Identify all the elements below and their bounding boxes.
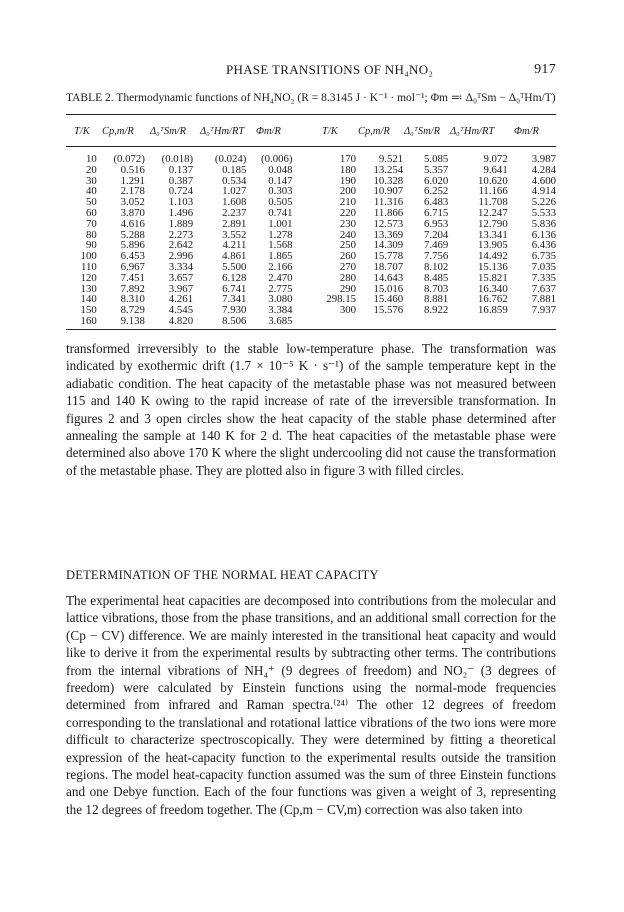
table-cell: 250 (339, 239, 357, 252)
table-cell: 5.357 (423, 163, 449, 176)
table-cell: 8.506 (222, 315, 247, 328)
header-s-right: Δ₀ᵀSm/R (404, 126, 441, 137)
table-cell: 8.922 (423, 304, 449, 317)
table-cell: 0.741 (268, 207, 293, 220)
table-cell: 6.136 (531, 228, 556, 241)
table-cell: 4.261 (168, 293, 194, 306)
table-cell: 1.291 (120, 174, 145, 187)
table-cell: 16.340 (478, 282, 508, 295)
table-cell: 13.254 (373, 163, 404, 176)
table-cell: 8.485 (423, 271, 449, 284)
table-cell: 1.568 (268, 239, 293, 252)
table-cell: 60 (85, 207, 97, 220)
table-cell: 2.996 (168, 250, 194, 263)
table-cell: 6.735 (531, 250, 556, 263)
table-cell: 9.138 (120, 315, 145, 328)
table-cell: 3.987 (531, 153, 556, 166)
table-cell: 6.953 (423, 217, 449, 230)
table-cell: 0.303 (268, 185, 293, 198)
table-cell: 7.930 (222, 304, 247, 317)
table-cell: 230 (339, 217, 357, 230)
table-cell: 0.516 (120, 163, 145, 176)
table-cell: 20 (85, 163, 97, 176)
table-cell: 5.896 (120, 239, 145, 252)
table-cell: 14.492 (478, 250, 508, 263)
table-cell: 280 (339, 271, 357, 284)
table-cell: 3.052 (120, 196, 145, 209)
table-row (66, 273, 556, 284)
table-cell: 260 (339, 250, 357, 263)
paragraph-1: transformed irreversibly to the stable low-temperature phase. The transformation was indicated by exothermic drift (1.7 × 10⁻⁵ K · s⁻¹) of the sample temperature kept in the adiabatic condition. The heat capacity of the metastable phase was not measured between 115 and 140 K owing to the rapid increase of rate of the irreversible transformation. In figures 2 and 3 open circles show the heat capacity of the stable phase determined after annealing the sample at 140 K for 2 d. The heat capacities of the metastable phase were determined also above 170 K where the slight undercooling did not cause the transformation of the metastable phase. They are plotted also in figure 3 with filled circles. (66, 341, 556, 478)
table-cell: 4.861 (222, 250, 247, 263)
table-cell: 1.001 (268, 217, 293, 230)
table-cell (508, 316, 556, 327)
table-cell: 2.273 (168, 228, 194, 241)
table-cell: 5.500 (222, 261, 247, 274)
table-cell: 30 (85, 174, 97, 187)
table-cell: 90 (85, 239, 97, 252)
table-cell: 3.685 (268, 315, 293, 328)
table-cell: 6.020 (423, 174, 449, 187)
table-cell: 0.147 (268, 174, 293, 187)
table-cell: 3.334 (168, 261, 194, 274)
table-cell: 6.483 (423, 196, 449, 209)
running-head-title: PHASE TRANSITIONS OF NH₄NO₂ (226, 62, 434, 77)
table-cell: 1.278 (268, 228, 293, 241)
table-cell: 6.436 (531, 239, 556, 252)
column-gap (293, 219, 320, 230)
table-cell: 10.328 (373, 174, 404, 187)
table-cell: 15.576 (373, 304, 404, 317)
table-cell: 0.387 (168, 174, 194, 187)
table-cell: 190 (339, 174, 357, 187)
table-cell: 4.284 (531, 163, 556, 176)
table-cell: 8.310 (120, 293, 145, 306)
table-cell: 0.185 (222, 163, 247, 176)
table-cell: 0.137 (168, 163, 194, 176)
table-header-rule (66, 146, 556, 147)
table-cell: 10.620 (478, 174, 508, 187)
table-cell: (0.024) (214, 153, 247, 166)
table-cell: 4.616 (120, 217, 145, 230)
table-cell: 5.226 (531, 196, 556, 209)
table-cell: 7.204 (423, 228, 449, 241)
table-cell: 2.237 (222, 207, 247, 220)
table-cell: 240 (339, 228, 357, 241)
table-cell: 3.657 (168, 271, 194, 284)
table-cell: 70 (85, 217, 97, 230)
header-s-left: Δ₀ᵀSm/R (150, 126, 187, 137)
table-cell: 11.708 (478, 196, 508, 209)
table-cell: 200 (339, 185, 357, 198)
table-cell: 220 (339, 207, 357, 220)
column-gap (293, 262, 320, 273)
table-cell: 3.080 (268, 293, 293, 306)
table-cell: 11.866 (373, 207, 404, 220)
column-gap (293, 316, 320, 327)
table-cell: 9.072 (483, 153, 508, 166)
header-h-right: Δ₀ᵀHm/RT (450, 126, 495, 137)
table-cell: 80 (85, 228, 97, 241)
table-cell: 2.775 (268, 282, 293, 295)
table-cell: 14.309 (373, 239, 404, 252)
table-cell: 4.914 (531, 185, 556, 198)
table-cell: 120 (80, 271, 97, 284)
table-cell: 210 (339, 196, 357, 209)
table-cell: 140 (80, 293, 97, 306)
table-cell: 5.533 (531, 207, 556, 220)
column-gap (293, 197, 320, 208)
table-cell: 160 (80, 315, 97, 328)
table-cell: 9.641 (483, 163, 508, 176)
column-gap (293, 284, 320, 295)
table-cell: 3.552 (222, 228, 247, 241)
table-cell: 2.891 (222, 217, 247, 230)
paragraph-2: The experimental heat capacities are decomposed into contributions from the molecular and lattice vibrations, those from the phase transitions, and an additional small correction for the (Cp − CV) difference. We are mainly interested in the transitional heat capacity and would like to derive it from the experimental results by subtracting other terms. The contributions from the internal vibrations of NH₄⁺ (9 degrees of freedom) and NO₂⁻ (3 degrees of freedom) were calculated by Einstein functions using the normal-mode frequencies determined from infrared and Raman spectra.⁽²⁴⁾ The other 12 degrees of freedom corresponding to the translational and rotational lattice vibrations of the two ions were more difficult to characterize spectroscopically. They were determined by fitting a theoretical expression of the heat-capacity function to the experimental results outside the transition regions. The model heat-capacity function assumed was the sum of three Einstein functions and one Debye function. Each of the four functions was given a weight of 3, representing the 12 degrees of freedom together. The (Cp,m − CV,m) correction was also taken into (66, 593, 556, 817)
table-cell: 1.889 (168, 217, 194, 230)
table-bottom-rule (66, 329, 556, 330)
table-cell: (0.006) (261, 153, 293, 166)
table-cell: 270 (339, 261, 357, 274)
column-gap (293, 154, 320, 165)
table-cell: 16.859 (478, 304, 508, 317)
table-cell: 5.085 (423, 153, 449, 166)
page-number: 917 (534, 62, 556, 77)
table-cell: 1.027 (222, 185, 247, 198)
table-cell: 3.967 (168, 282, 194, 295)
table-cell: 7.937 (531, 304, 556, 317)
table-cell: 1.865 (268, 250, 293, 263)
column-gap (293, 305, 320, 316)
table-cell: 50 (85, 196, 97, 209)
table-cell: 150 (80, 304, 97, 317)
table-cell: 0.505 (268, 196, 293, 209)
table-cell: 180 (339, 163, 357, 176)
table-row (66, 165, 556, 176)
table-cell: 1.496 (168, 207, 194, 220)
table-cell: 5.288 (120, 228, 145, 241)
table-cell: 7.637 (531, 282, 556, 295)
table-cell: 6.715 (423, 207, 449, 220)
table-cell: 8.102 (423, 261, 449, 274)
table-cell: 13.341 (478, 228, 508, 241)
table-cell: 7.035 (531, 261, 556, 274)
header-h-left: Δ₀ᵀHm/RT (200, 126, 245, 137)
table-cell: 100 (80, 250, 97, 263)
table-cell: 10.907 (373, 185, 404, 198)
table-cell: 13.905 (478, 239, 508, 252)
table-cell: (0.072) (113, 153, 145, 166)
table-cell: 15.460 (373, 293, 404, 306)
table-cell: 3.384 (268, 304, 293, 317)
table-cell: 7.341 (222, 293, 247, 306)
table-cell: 13.369 (373, 228, 404, 241)
table-cell: 290 (339, 282, 357, 295)
header-phi-right: Φm/R (514, 126, 539, 137)
table-cell: 0.048 (268, 163, 293, 176)
table-cell: 0.724 (168, 185, 194, 198)
table-cell: 6.967 (120, 261, 145, 274)
column-gap (293, 230, 320, 241)
table-cell: 2.178 (120, 185, 145, 198)
table-cell: 15.016 (373, 282, 404, 295)
table-cell: 6.128 (222, 271, 247, 284)
table-cell: 170 (339, 153, 357, 166)
column-gap (293, 176, 320, 187)
table-cell: 14.643 (373, 271, 404, 284)
table-cell: 10 (85, 153, 97, 166)
table-cell: 2.166 (268, 261, 293, 274)
table-cell: 2.642 (168, 239, 194, 252)
running-head (66, 62, 556, 78)
column-gap (293, 208, 320, 219)
table-cell: (0.018) (161, 153, 194, 166)
table-cell: 40 (85, 185, 97, 198)
thermo-table (66, 154, 556, 327)
table-cell: 9.521 (378, 153, 404, 166)
column-gap (293, 240, 320, 251)
table-cell: 18.707 (373, 261, 404, 274)
table-cell: 130 (80, 282, 97, 295)
table-cell: 11.166 (478, 185, 508, 198)
table-cell: 1.608 (222, 196, 247, 209)
column-gap (293, 165, 320, 176)
table-cell: 12.573 (373, 217, 404, 230)
table-cell: 15.821 (478, 271, 508, 284)
table-cell: 300 (339, 304, 357, 317)
table-cell: 12.790 (478, 217, 508, 230)
table-cell: 6.741 (222, 282, 247, 295)
header-cp-right: Cp,m/R (358, 126, 390, 137)
table-cell: 15.778 (373, 250, 404, 263)
table-cell: 7.451 (120, 271, 145, 284)
header-cp-left: Cp,m/R (102, 126, 134, 137)
table-cell (403, 316, 448, 327)
header-phi-left: Φm/R (256, 126, 281, 137)
table-cell: 7.756 (423, 250, 449, 263)
table-cell: 3.870 (120, 207, 145, 220)
table-cell: 1.103 (168, 196, 194, 209)
table-cell: 7.335 (531, 271, 556, 284)
column-gap (293, 186, 320, 197)
table-cell: 4.545 (168, 304, 194, 317)
table-cell: 11.316 (373, 196, 404, 209)
table-cell: 5.836 (531, 217, 556, 230)
column-gap (293, 273, 320, 284)
column-gap (293, 294, 320, 305)
table-cell: 4.211 (222, 239, 247, 252)
table-cell (319, 316, 356, 327)
table-cell: 4.600 (531, 174, 556, 187)
table-cell: 7.892 (120, 282, 145, 295)
table-header-row (66, 126, 556, 140)
table-cell (448, 316, 507, 327)
table-cell: 110 (80, 261, 97, 274)
table-cell: 15.136 (478, 261, 508, 274)
table-cell: 4.820 (168, 315, 194, 328)
table-cell: 298.15 (326, 293, 357, 306)
table-cell: 16.762 (478, 293, 508, 306)
header-t-left: T/K (74, 126, 90, 137)
table-cell: 8.729 (120, 304, 145, 317)
table-row (66, 219, 556, 230)
table-cell: 6.252 (423, 185, 449, 198)
table-cell: 8.881 (423, 293, 449, 306)
table-row (66, 316, 556, 327)
section-heading: DETERMINATION OF THE NORMAL HEAT CAPACITY (66, 568, 379, 582)
table-caption: TABLE 2. Thermodynamic functions of NH₄NO₂ (R = 8.3145 J · K⁻¹ · mol⁻¹; Φm ≕ Δ₀ᵀSm − Δ₀ᵀHm/T) (66, 92, 556, 104)
table-cell: 7.881 (531, 293, 556, 306)
column-gap (293, 251, 320, 262)
table-cell: 2.470 (268, 271, 293, 284)
table-cell: 8.703 (423, 282, 449, 295)
table-cell: 6.453 (120, 250, 145, 263)
table-top-rule (66, 114, 556, 115)
table-cell (356, 316, 403, 327)
table-cell: 12.247 (478, 207, 508, 220)
table-cell: 7.469 (423, 239, 449, 252)
table-cell: 0.534 (222, 174, 247, 187)
header-t-right: T/K (322, 126, 338, 137)
